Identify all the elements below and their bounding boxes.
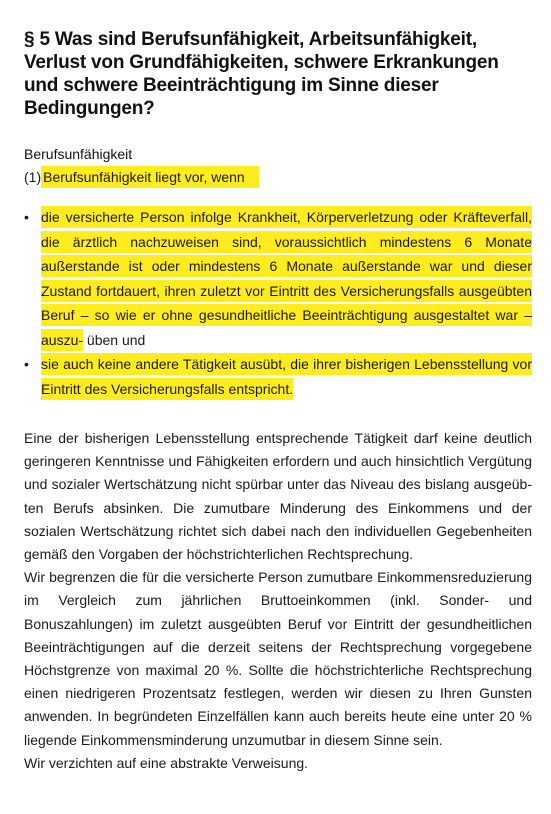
body-paragraph: Wir verzichten auf eine abstrakte Verweisung. <box>24 754 309 771</box>
body-paragraph: Eine der bisherigen Lebensstellung entsprechende Tätigkeit darf keine deutlich geringeren Kenntnisse und Fähigkeiten erfordern und auch hinsichtlich Vergütung und sozialer Wertschätzung nicht spürbar unter das Niveau des bislang ausgeübten Berufs absinken. Die zumutbare Minderung des Einkommens und der sozialen Wertschätzung richtet sich dabei nach den individuellen Gegebenheiten gemäß den Vorgaben der höchstrichterlichen Rechtsprechung. <box>24 430 532 563</box>
plain-text: üben und <box>86 331 146 348</box>
highlighted-text: die versicherte Person infolge Krankheit, Körperverletzung oder Kräfteverfall, die ärztlich nachzuweisen sind, voraussichtlich mindestens 6 Monate außerstande ist oder mindestens 6 Monate außerstande war und dieser Zustand fortdauert, ihren zuletzt vor Eintritt des Versicherungsfalls ausgeübten Beruf – so wie er ohne gesundheitliche Beeinträchtigung ausgestaltet war – auszu- <box>41 206 532 351</box>
bullet-dot-icon: • <box>24 209 29 225</box>
body-text <box>24 427 532 775</box>
bullet-dot-icon: • <box>24 356 29 372</box>
condition-list <box>24 205 532 401</box>
paragraph-intro <box>24 165 532 189</box>
intro-highlight: Berufsunfähigkeit liegt vor, wenn <box>41 166 259 188</box>
document-page <box>24 28 532 775</box>
list-item <box>24 352 532 401</box>
list-item <box>24 205 532 352</box>
highlighted-text: sie auch keine andere Tätigkeit ausübt, die ihrer bisherigen Lebensstellung vor Eintritt des Versicherungsfalls entspricht. <box>41 353 532 400</box>
subsection-title: Berufsunfähigkeit <box>24 146 133 162</box>
section-heading: § 5 Was sind Berufsunfähigkeit, Arbeitsunfähigkeit, Verlust von Grundfähigkeiten, schwere Erkrankungen und schwere Beeinträchtigung im Sinne dieser Bedingungen? <box>24 29 499 119</box>
body-paragraph: Wir begrenzen die für die versicherte Person zumutbare Einkommensreduzierung im Vergleich zum jährlichen Bruttoeinkommen (inkl. Sonder- und Bonuszahlungen) im zuletzt ausgeübten Beruf vor Eintritt der gesundheitlichen Beeinträchtigungen auf die derzeit seitens der Rechtsprechung vorgegebene Höchstgrenze von maximal 20 %. Sollte die höchstrichterliche Rechtsprechung einen niedrigeren Prozentsatz festlegen, werden wir diesen zu Ihren Gunsten anwenden. In begründeten Einzelfällen kann auch bereits heute eine unter 20 % liegende Einkommensminderung unzumutbar in diesem Sinne sein. <box>24 569 532 748</box>
paragraph-number: (1) <box>24 169 42 185</box>
